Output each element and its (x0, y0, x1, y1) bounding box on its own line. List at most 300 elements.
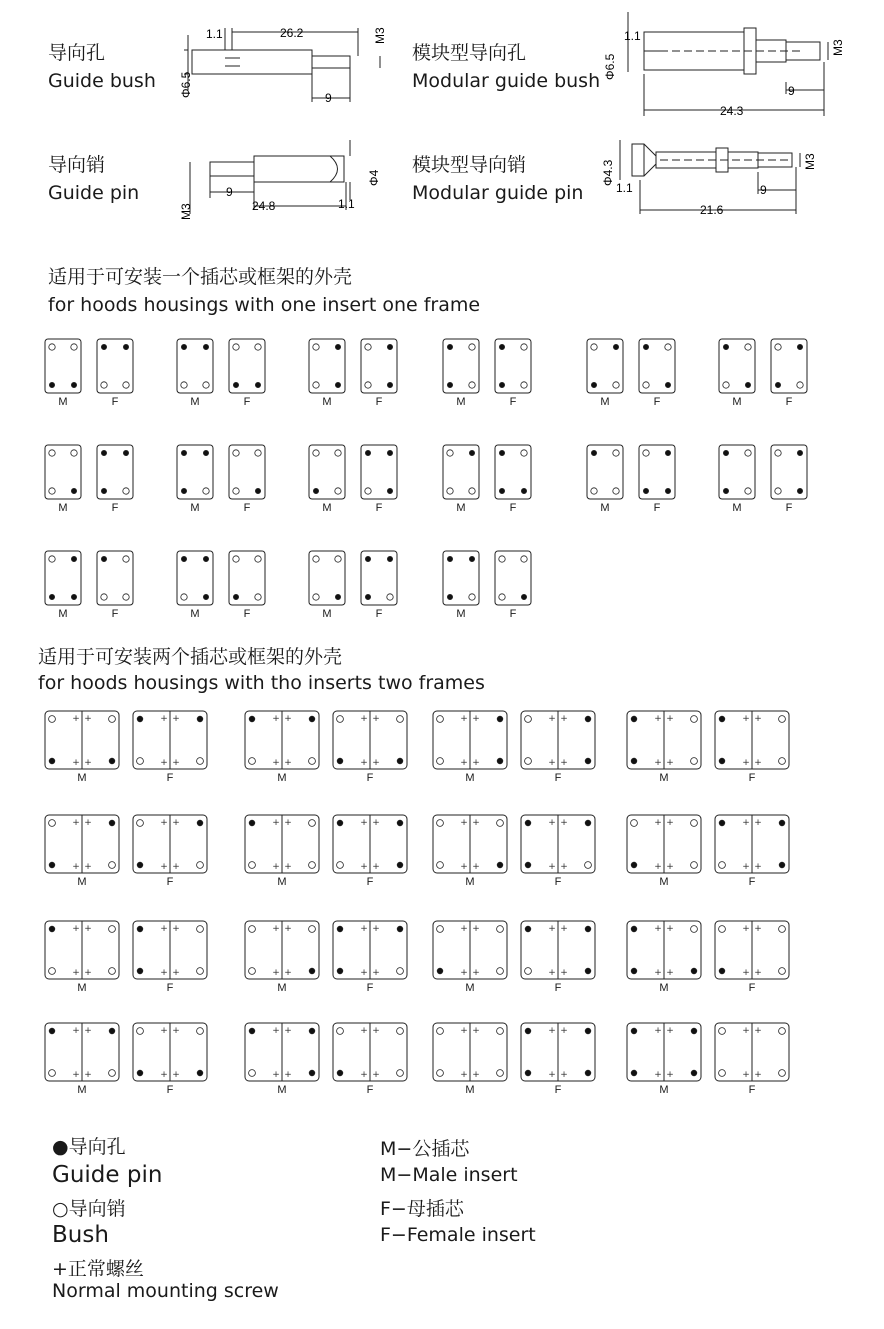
bush-circle (255, 344, 261, 350)
male-label: M (732, 502, 742, 514)
guide-pin-dot (233, 382, 238, 387)
guide-pin-dot (335, 344, 340, 349)
guide-pin-dot (631, 1028, 637, 1034)
guide-pin-dot (101, 344, 106, 349)
guide-pin-dot (197, 820, 203, 826)
bush-circle (313, 594, 319, 600)
bush-circle (71, 450, 77, 456)
bush-circle (497, 820, 504, 827)
guide-pin-dot (591, 382, 596, 387)
bush-circle (469, 382, 475, 388)
guide-bush-dim-b: 26.2 (280, 26, 304, 40)
guide-pin-dot (101, 450, 106, 455)
frame-male (442, 444, 480, 500)
bush-circle (197, 862, 204, 869)
female-label: F (554, 772, 562, 784)
bush-circle (437, 758, 444, 765)
screw-mark: + (272, 862, 280, 872)
bush-circle (101, 382, 107, 388)
guide-pin-dot (313, 488, 318, 493)
bush-circle (49, 968, 56, 975)
screw-mark: + (460, 968, 468, 978)
guide-pin-dot (197, 1070, 203, 1076)
guide-pin-dot (499, 450, 504, 455)
screw-mark: + (84, 758, 92, 768)
double-frame-male (244, 710, 320, 770)
frame-male (308, 444, 346, 500)
bush-circle (109, 1070, 116, 1077)
guide-pin-dot (181, 488, 186, 493)
guide-pin-dot (631, 758, 637, 764)
male-label: M (659, 772, 669, 784)
guide-pin-dot (665, 382, 670, 387)
screw-mark: + (160, 818, 168, 828)
frame-male (44, 444, 82, 500)
screw-mark: + (472, 714, 480, 724)
guide-pin-dot (71, 594, 76, 599)
guide-pin-dot (337, 926, 343, 932)
screw-mark: + (472, 1070, 480, 1080)
double-frame-female (520, 814, 596, 874)
bush-circle (197, 926, 204, 933)
screw-mark: + (160, 714, 168, 724)
female-label: F (366, 1084, 374, 1096)
screw-mark: + (754, 1026, 762, 1036)
bush-circle (497, 968, 504, 975)
screw-mark: + (460, 924, 468, 934)
section1-title-cn: 适用于可安装一个插芯或框架的外壳 (48, 266, 353, 288)
frame-female (228, 338, 266, 394)
screw-mark: + (560, 1070, 568, 1080)
guide-pin-dot (719, 968, 725, 974)
bush-circle (49, 556, 55, 562)
bush-circle (723, 382, 729, 388)
section2-title-en: for hoods housings with tho inserts two frames (38, 672, 485, 694)
frame-female (360, 550, 398, 606)
bush-circle (337, 1028, 344, 1035)
screw-mark: + (666, 968, 674, 978)
male-label: M (58, 502, 68, 514)
bush-circle (123, 488, 129, 494)
screw-mark: + (72, 968, 80, 978)
screw-mark: + (284, 714, 292, 724)
guide-pin-dot (665, 450, 670, 455)
frame-female (638, 444, 676, 500)
section2-title-cn: 适用于可安装两个插芯或框架的外壳 (38, 646, 343, 668)
female-label: F (554, 982, 562, 994)
screw-mark: + (742, 714, 750, 724)
bush-circle (591, 488, 597, 494)
guide-pin-dot (447, 344, 452, 349)
guide-pin-dot (365, 556, 370, 561)
bush-circle (397, 1070, 404, 1077)
guide-pin-dot (585, 926, 591, 932)
screw-mark: + (548, 968, 556, 978)
guide-pin-dot (525, 1070, 531, 1076)
guide-pin-dot (447, 556, 452, 561)
guide-pin-dot (723, 450, 728, 455)
frame-female (770, 338, 808, 394)
modular-guide-pin-dim-e: 21.6 (700, 203, 724, 217)
screw-mark: + (742, 924, 750, 934)
screw-mark: + (372, 1026, 380, 1036)
double-frame-male (44, 710, 120, 770)
guide-pin-dot (447, 594, 452, 599)
guide-pin-dot (109, 758, 115, 764)
bush-circle (197, 758, 204, 765)
guide-pin-dot (255, 488, 260, 493)
guide-pin-dot (123, 450, 128, 455)
modular-guide-bush-dim-c: M3 (831, 39, 845, 56)
male-label: M (77, 772, 87, 784)
screw-mark: + (172, 1026, 180, 1036)
modular-guide-bush-dim-e: 24.3 (720, 104, 744, 118)
bush-circle (309, 820, 316, 827)
guide-pin-dot (691, 968, 697, 974)
female-label: F (375, 608, 383, 620)
bush-circle (643, 450, 649, 456)
bush-circle (71, 344, 77, 350)
guide-pin-dot (447, 382, 452, 387)
double-frame-female (132, 920, 208, 980)
screw-mark: + (666, 924, 674, 934)
screw-mark: + (84, 924, 92, 934)
frame-male (586, 444, 624, 500)
guide-pin-dot (387, 382, 392, 387)
screw-mark: + (160, 924, 168, 934)
screw-mark: + (754, 968, 762, 978)
double-frame-female (714, 920, 790, 980)
bush-circle (365, 488, 371, 494)
male-label: M (77, 876, 87, 888)
bush-circle (197, 1028, 204, 1035)
female-label: F (166, 772, 174, 784)
screw-mark: + (654, 1026, 662, 1036)
screw-mark: + (560, 818, 568, 828)
screw-mark: + (654, 924, 662, 934)
guide-pin-dot (797, 450, 802, 455)
screw-mark: + (754, 924, 762, 934)
frame-female (96, 338, 134, 394)
screw-mark: + (84, 818, 92, 828)
double-frame-male (626, 1022, 702, 1082)
screw-mark: + (272, 818, 280, 828)
guide-pin-dot (497, 862, 503, 868)
guide-pin-dot (691, 1028, 697, 1034)
female-label: F (166, 876, 174, 888)
double-frame-female (332, 710, 408, 770)
guide-pin-dot (585, 716, 591, 722)
bush-circle (255, 450, 261, 456)
bush-circle (745, 488, 751, 494)
guide-bush-dim-a: 1.1 (206, 27, 223, 41)
bush-circle (525, 758, 532, 765)
bush-circle (309, 862, 316, 869)
bush-circle (387, 594, 393, 600)
frame-male (718, 338, 756, 394)
female-label: F (366, 876, 374, 888)
double-frame-male (44, 1022, 120, 1082)
screw-mark: + (754, 862, 762, 872)
screw-mark: + (360, 968, 368, 978)
legend-male-en: M−Male insert (380, 1164, 518, 1186)
guide-pin-dot (335, 594, 340, 599)
male-label: M (277, 982, 287, 994)
screw-mark: + (548, 758, 556, 768)
male-label: M (77, 1084, 87, 1096)
bush-circle (521, 382, 527, 388)
guide-pin-dot (525, 820, 531, 826)
double-frame-female (714, 710, 790, 770)
double-frame-male (244, 1022, 320, 1082)
bush-circle (313, 556, 319, 562)
guide-pin-dot (309, 716, 315, 722)
guide-pin-dot (585, 820, 591, 826)
screw-mark: + (560, 714, 568, 724)
screw-mark: + (84, 1026, 92, 1036)
bush-circle (109, 968, 116, 975)
male-label: M (465, 772, 475, 784)
bush-circle (335, 556, 341, 562)
female-label: F (785, 502, 793, 514)
screw-mark: + (72, 1026, 80, 1036)
screw-mark: + (666, 758, 674, 768)
double-frame-female (132, 814, 208, 874)
screw-mark: + (272, 758, 280, 768)
screw-mark: + (742, 1070, 750, 1080)
screw-mark: + (754, 1070, 762, 1080)
bush-circle (613, 488, 619, 494)
female-label: F (785, 396, 793, 408)
bush-circle (397, 716, 404, 723)
double-frame-female (520, 920, 596, 980)
bush-circle (181, 594, 187, 600)
modular-guide-pin-dim-d: 9 (760, 183, 767, 197)
screw-mark: + (172, 818, 180, 828)
male-label: M (277, 876, 287, 888)
bush-circle (665, 344, 671, 350)
guide-pin-dot (525, 862, 531, 868)
screw-mark: + (284, 924, 292, 934)
screw-mark: + (272, 924, 280, 934)
bush-circle (497, 1070, 504, 1077)
bush-circle (691, 820, 698, 827)
bush-circle (203, 488, 209, 494)
bush-circle (745, 344, 751, 350)
bush-circle (437, 862, 444, 869)
screw-mark: + (460, 818, 468, 828)
female-label: F (748, 876, 756, 888)
guide-pin-dot (123, 344, 128, 349)
bush-circle (233, 344, 239, 350)
screw-mark: + (172, 714, 180, 724)
screw-mark: + (548, 924, 556, 934)
female-label: F (111, 502, 119, 514)
guide-pin-dot (255, 382, 260, 387)
double-frame-female (332, 814, 408, 874)
female-label: F (166, 1084, 174, 1096)
screw-mark: + (560, 1026, 568, 1036)
screw-mark: + (360, 758, 368, 768)
frame-female (96, 444, 134, 500)
female-label: F (111, 608, 119, 620)
screw-mark: + (372, 968, 380, 978)
guide-pin-dot (249, 820, 255, 826)
guide-pin-dot (387, 556, 392, 561)
screw-mark: + (172, 758, 180, 768)
female-label: F (366, 772, 374, 784)
male-label: M (659, 876, 669, 888)
screw-mark: + (654, 818, 662, 828)
bush-circle (437, 1070, 444, 1077)
double-frame-male (244, 814, 320, 874)
bush-circle (719, 1070, 726, 1077)
guide-pin-dim-a: M3 (179, 203, 193, 220)
frame-male (176, 338, 214, 394)
screw-mark: + (372, 714, 380, 724)
guide-pin-dot (779, 820, 785, 826)
guide-pin-dot (49, 1028, 55, 1034)
guide-pin-dot (525, 1028, 531, 1034)
guide-pin-dot (203, 344, 208, 349)
male-label: M (456, 608, 466, 620)
guide-pin-dot (719, 758, 725, 764)
screw-mark: + (84, 714, 92, 724)
female-label: F (554, 876, 562, 888)
guide-pin-dot (387, 344, 392, 349)
guide-pin-dot (71, 556, 76, 561)
frame-male (176, 550, 214, 606)
screw-mark: + (560, 862, 568, 872)
screw-mark: + (172, 968, 180, 978)
screw-mark: + (360, 1070, 368, 1080)
screw-mark: + (160, 758, 168, 768)
guide-pin-dot (109, 820, 115, 826)
screw-mark: + (666, 714, 674, 724)
screw-mark: + (666, 818, 674, 828)
guide-bush-dim-c: M3 (373, 27, 387, 44)
double-frame-female (520, 1022, 596, 1082)
screw-mark: + (284, 862, 292, 872)
bush-circle (779, 926, 786, 933)
guide-pin-dot (137, 968, 143, 974)
screw-mark: + (360, 862, 368, 872)
bush-circle (447, 450, 453, 456)
bush-circle (49, 820, 56, 827)
guide-pin-dot (181, 450, 186, 455)
frame-female (360, 444, 398, 500)
guide-pin-dot (499, 488, 504, 493)
female-label: F (653, 396, 661, 408)
screw-mark: + (548, 1026, 556, 1036)
male-label: M (600, 502, 610, 514)
bush-circle (255, 594, 261, 600)
female-label: F (375, 502, 383, 514)
screw-mark: + (742, 758, 750, 768)
guide-pin-dot (643, 488, 648, 493)
guide-bush-drawing (180, 20, 390, 110)
screw-mark: + (372, 924, 380, 934)
modular-guide-pin-dim-b: 1.1 (616, 181, 633, 195)
bush-circle (437, 716, 444, 723)
screw-mark: + (372, 758, 380, 768)
bush-circle (397, 968, 404, 975)
guide-pin-dot (797, 344, 802, 349)
legend-guide-pin-cn: ●导向孔 (52, 1136, 126, 1158)
bush-circle (521, 556, 527, 562)
bush-circle (309, 758, 316, 765)
guide-pin-dot (665, 488, 670, 493)
bush-circle (497, 1028, 504, 1035)
screw-mark: + (72, 924, 80, 934)
screw-mark: + (472, 862, 480, 872)
bush-circle (521, 344, 527, 350)
screw-mark: + (72, 818, 80, 828)
guide-pin-dot (521, 594, 526, 599)
bush-circle (49, 450, 55, 456)
female-label: F (366, 982, 374, 994)
screw-mark: + (560, 924, 568, 934)
female-label: F (509, 502, 517, 514)
male-label: M (456, 396, 466, 408)
bush-circle (249, 758, 256, 765)
male-label: M (190, 502, 200, 514)
male-label: M (322, 608, 332, 620)
double-frame-male (626, 814, 702, 874)
legend-female-en: F−Female insert (380, 1224, 536, 1246)
screw-mark: + (284, 968, 292, 978)
bush-circle (249, 968, 256, 975)
guide-pin-dot (109, 1028, 115, 1034)
male-label: M (322, 396, 332, 408)
legend-screw-cn: +正常螺丝 (52, 1258, 144, 1280)
legend-bush-en: Bush (52, 1222, 109, 1248)
screw-mark: + (284, 818, 292, 828)
frame-male (176, 444, 214, 500)
screw-mark: + (72, 758, 80, 768)
guide-pin-dim-e: Φ4 (367, 169, 381, 186)
screw-mark: + (654, 968, 662, 978)
screw-mark: + (666, 1026, 674, 1036)
bush-circle (437, 926, 444, 933)
screw-mark: + (84, 862, 92, 872)
bush-circle (365, 344, 371, 350)
bush-circle (233, 556, 239, 562)
bush-circle (499, 556, 505, 562)
bush-circle (779, 758, 786, 765)
bush-circle (613, 450, 619, 456)
double-frame-female (132, 710, 208, 770)
bush-circle (313, 382, 319, 388)
screw-mark: + (72, 714, 80, 724)
screw-mark: + (472, 1026, 480, 1036)
bush-circle (719, 862, 726, 869)
female-label: F (243, 502, 251, 514)
bush-circle (335, 450, 341, 456)
guide-pin-dot (397, 758, 403, 764)
screw-mark: + (742, 1026, 750, 1036)
frame-male (442, 338, 480, 394)
screw-mark: + (548, 862, 556, 872)
male-label: M (732, 396, 742, 408)
male-label: M (465, 1084, 475, 1096)
bush-circle (643, 382, 649, 388)
frame-female (770, 444, 808, 500)
guide-pin-dot (499, 344, 504, 349)
guide-pin-dot (309, 968, 315, 974)
bush-circle (499, 594, 505, 600)
section1-title-en: for hoods housings with one insert one frame (48, 294, 481, 316)
